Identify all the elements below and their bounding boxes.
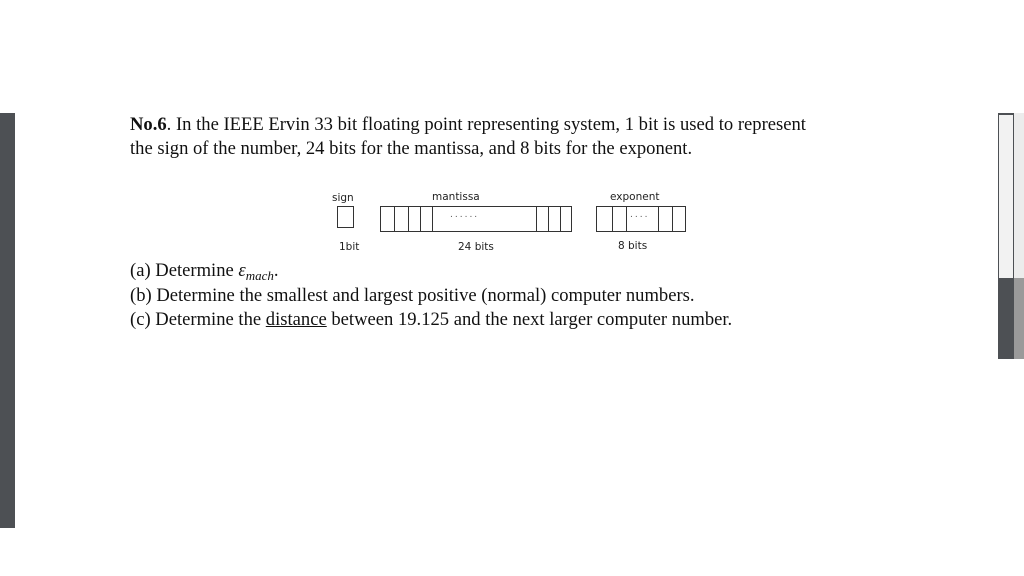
sign-label: sign <box>332 192 354 204</box>
part-a-period: . <box>273 260 279 281</box>
part-c <box>130 308 990 332</box>
mantissa-divider <box>420 206 421 232</box>
part-a <box>130 259 990 284</box>
part-b: (b) Determine the smallest and largest positive (normal) computer numbers. <box>130 285 695 306</box>
mantissa-divider <box>536 206 537 232</box>
left-edge-bar <box>0 113 15 528</box>
problem-line-2: the sign of the number, 24 bits for the mantissa, and 8 bits for the exponent. <box>130 138 693 159</box>
exponent-divider <box>672 206 673 232</box>
mantissa-divider <box>548 206 549 232</box>
question-parts <box>130 259 990 332</box>
mantissa-label: mantissa <box>432 191 480 203</box>
exponent-label: exponent <box>610 191 660 203</box>
bit-layout-diagram <box>320 188 700 258</box>
sign-bit-box <box>337 206 354 228</box>
exponent-dots: .... <box>630 210 650 220</box>
problem-line-1 <box>130 113 990 137</box>
part-c-prefix: (c) Determine the <box>130 309 266 330</box>
sign-bits-label: 1bit <box>339 241 360 253</box>
part-a-text: (a) Determine <box>130 260 239 281</box>
problem-number: No.6 <box>130 114 167 135</box>
exponent-divider <box>612 206 613 232</box>
vertical-scrollbar[interactable] <box>998 113 1014 359</box>
epsilon-subscript: mach <box>245 268 274 283</box>
mantissa-divider <box>408 206 409 232</box>
mantissa-divider <box>394 206 395 232</box>
mantissa-divider <box>560 206 561 232</box>
exponent-divider <box>626 206 627 232</box>
part-c-suffix: between 19.125 and the next larger computer number. <box>326 309 733 330</box>
problem-line-1-text: . In the IEEE Ervin 33 bit floating point representing system, 1 bit is used to represent <box>166 114 806 135</box>
right-edge-strip-shade <box>1014 278 1024 359</box>
mantissa-dots: ...... <box>450 210 480 220</box>
exponent-divider <box>658 206 659 232</box>
scrollbar-thumb[interactable] <box>999 115 1013 278</box>
exponent-bits-label: 8 bits <box>618 240 648 252</box>
right-edge-strip <box>1014 113 1024 359</box>
distance-underlined: distance <box>265 309 327 330</box>
mantissa-divider <box>432 206 433 232</box>
epsilon-symbol: ε <box>238 260 246 281</box>
problem-statement <box>130 113 990 161</box>
mantissa-bits-label: 24 bits <box>458 241 494 253</box>
